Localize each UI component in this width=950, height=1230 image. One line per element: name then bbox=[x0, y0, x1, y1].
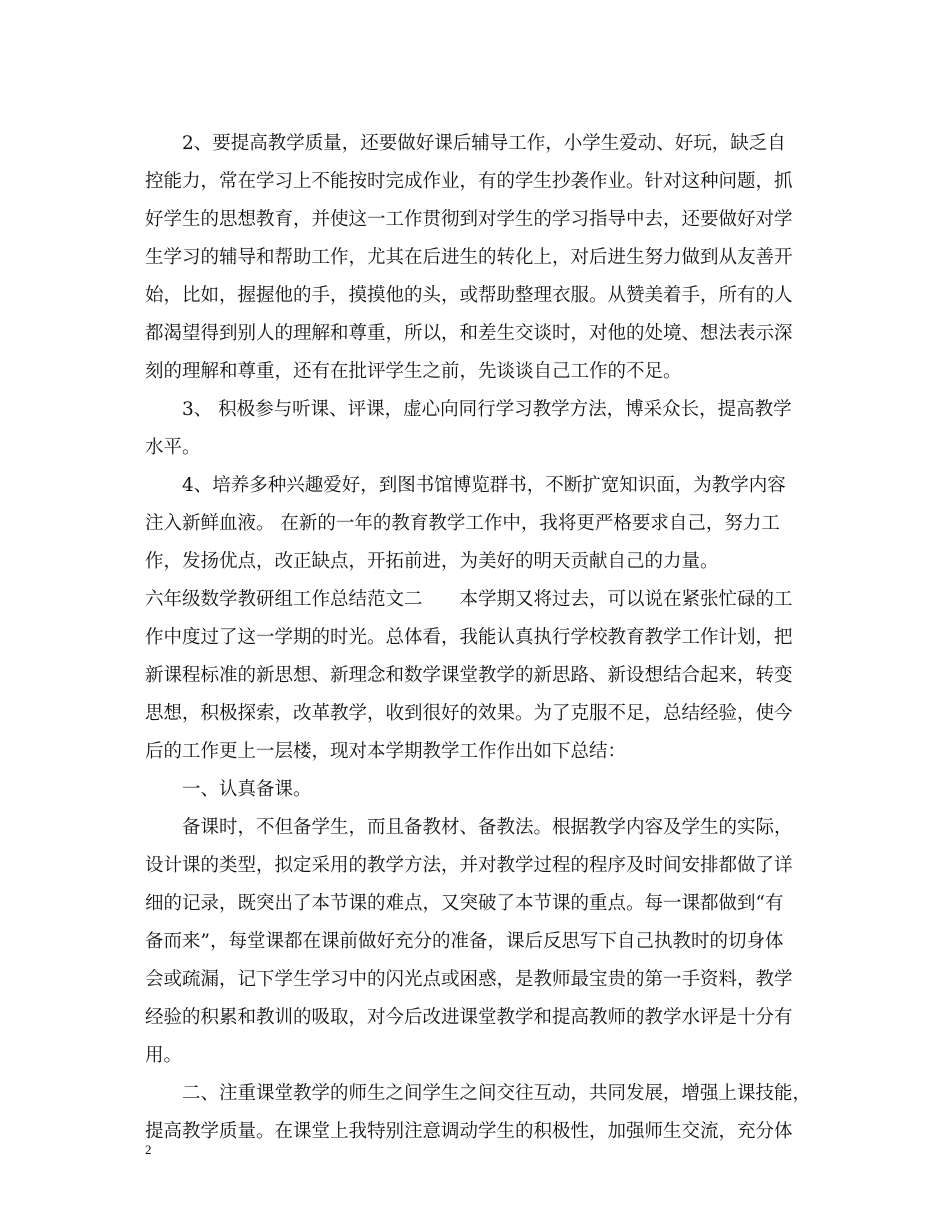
text-line: 控能力，常在学习上不能按时完成作业，有的学生抄袭作业。针对这种问题，抓 bbox=[145, 171, 793, 192]
text-line: 会或疏漏，记下学生学习中的闪光点或困惑，是教师最宝贵的第一手资料，教学 bbox=[145, 969, 793, 990]
text-line: 思想，积极探索，改革教学，收到很好的效果。为了克服不足，总结经验，使今 bbox=[145, 703, 793, 724]
text-line: 4、培养多种兴趣爱好，到图书馆博览群书，不断扩宽知识面，为教学内容 bbox=[182, 475, 786, 496]
text-line: 细的记录，既突出了本节课的难点，又突破了本节课的重点。每一课都做到“有 bbox=[145, 893, 784, 914]
text-line: 后的工作更上一层楼，现对本学期教学工作作出如下总结： bbox=[145, 741, 627, 762]
text-line: 新课程标准的新思想、新理念和数学课堂教学的新思路、新设想结合起来，转变 bbox=[145, 665, 793, 686]
text-line: 六年级数学教研组工作总结范文二 本学期又将过去，可以说在紧张忙碌的工 bbox=[145, 589, 793, 610]
text-line: 备而来”，每堂课都在课前做好充分的准备，课后反思写下自己执教时的切身体 bbox=[145, 931, 784, 952]
text-line: 始，比如，握握他的手，摸摸他的头，或帮助整理衣服。从赞美着手，所有的人 bbox=[145, 285, 793, 306]
text-line: 好学生的思想教育，并使这一工作贯彻到对学生的学习指导中去，还要做好对学 bbox=[145, 209, 793, 230]
text-line: 用。 bbox=[145, 1045, 183, 1066]
text-line: 作中度过了这一学期的时光。总体看，我能认真执行学校教育教学工作计划，把 bbox=[145, 627, 793, 648]
text-line: 2、要提高教学质量，还要做好课后辅导工作，小学生爱动、好玩，缺乏自 bbox=[182, 133, 786, 154]
text-line: 提高教学质量。在课堂上我特别注意调动学生的积极性，加强师生交流，充分体 bbox=[145, 1121, 793, 1142]
text-line: 作，发扬优点，改正缺点，开拓前进，为美好的明天贡献自己的力量。 bbox=[145, 551, 719, 572]
text-line: 水平。 bbox=[145, 437, 201, 458]
text-line: 设计课的类型，拟定采用的教学方法，并对教学过程的程序及时间安排都做了详 bbox=[145, 855, 793, 876]
section-heading: 一、认真备课。 bbox=[182, 779, 312, 800]
text-line: 3、 积极参与听课、评课，虚心向同行学习教学方法，博采众长，提高教学 bbox=[182, 399, 792, 420]
text-line: 都渴望得到别人的理解和尊重，所以，和差生交谈时，对他的处境、想法表示深 bbox=[145, 323, 793, 344]
text-line: 经验的积累和教训的吸取，对今后改进课堂教学和提高教师的教学水评是十分有 bbox=[145, 1007, 793, 1028]
section-heading: 二、注重课堂教学的师生之间学生之间交往互动，共同发展，增强上课技能， bbox=[182, 1083, 812, 1104]
text-line: 注入新鲜血液。 在新的一年的教育教学工作中，我将更严格要求自己，努力工 bbox=[145, 513, 780, 534]
text-line: 备课时，不但备学生，而且备教材、备教法。根据教学内容及学生的实际， bbox=[182, 817, 793, 838]
text-line: 刻的理解和尊重，还有在批评学生之前，先谈谈自己工作的不足。 bbox=[145, 361, 682, 382]
text-line: 生学习的辅导和帮助工作，尤其在后进生的转化上，对后进生努力做到从友善开 bbox=[145, 247, 793, 268]
page-number: 2 bbox=[145, 1142, 152, 1157]
